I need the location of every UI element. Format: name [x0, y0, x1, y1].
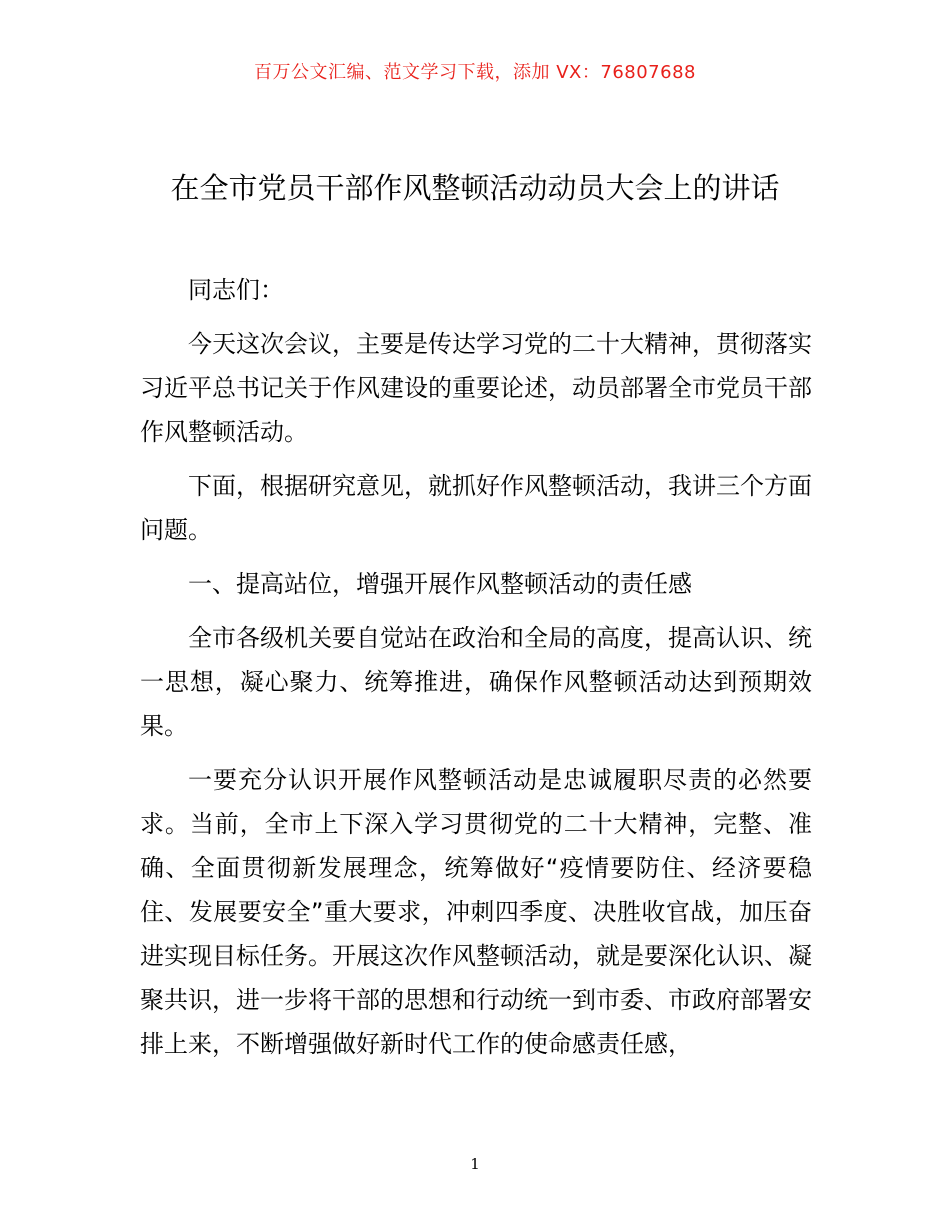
- header-note: 百万公文汇编、范文学习下载，添加 VX：76807688: [254, 62, 696, 83]
- page-title: 在全市党员干部作风整顿活动动员大会上的讲话: [170, 171, 780, 205]
- section-heading-1: 一、提高站位，增强开展作风整顿活动的责任感: [188, 570, 692, 598]
- paragraph-outline: 下面，根据研究意见，就抓好作风整顿活动，我讲三个方面问题。: [140, 472, 812, 544]
- paragraph-point-1: 一要充分认识开展作风整顿活动是忠诚履职尽责的必然要求。当前，全市上下深入学习贯彻党的二十大精神，完整、准确、全面贯彻新发展理念，统筹做好“疫情要防住、经济要稳住、发展要安全”重大要求，冲刺四季度、决胜收官战，加压奋进实现目标任务。开展这次作风整顿活动，就是要深化认识、凝聚共识，进一步将干部的思想和行动统一到市委、市政府部署安排上来，不断增强做好新时代工作的使命感责任感，: [140, 766, 812, 1058]
- document-body: [140, 268, 812, 1076]
- paragraph-salutation: 同志们：: [188, 276, 284, 304]
- paragraph-intro: 今天这次会议，主要是传达学习党的二十大精神，贯彻落实习近平总书记关于作风建设的重要论述，动员部署全市党员干部作风整顿活动。: [140, 330, 812, 446]
- page-number: 1: [470, 1155, 480, 1173]
- paragraph-section-1-summary: 全市各级机关要自觉站在政治和全局的高度，提高认识、统一思想，凝心聚力、统筹推进，确保作风整顿活动达到预期效果。: [140, 624, 812, 740]
